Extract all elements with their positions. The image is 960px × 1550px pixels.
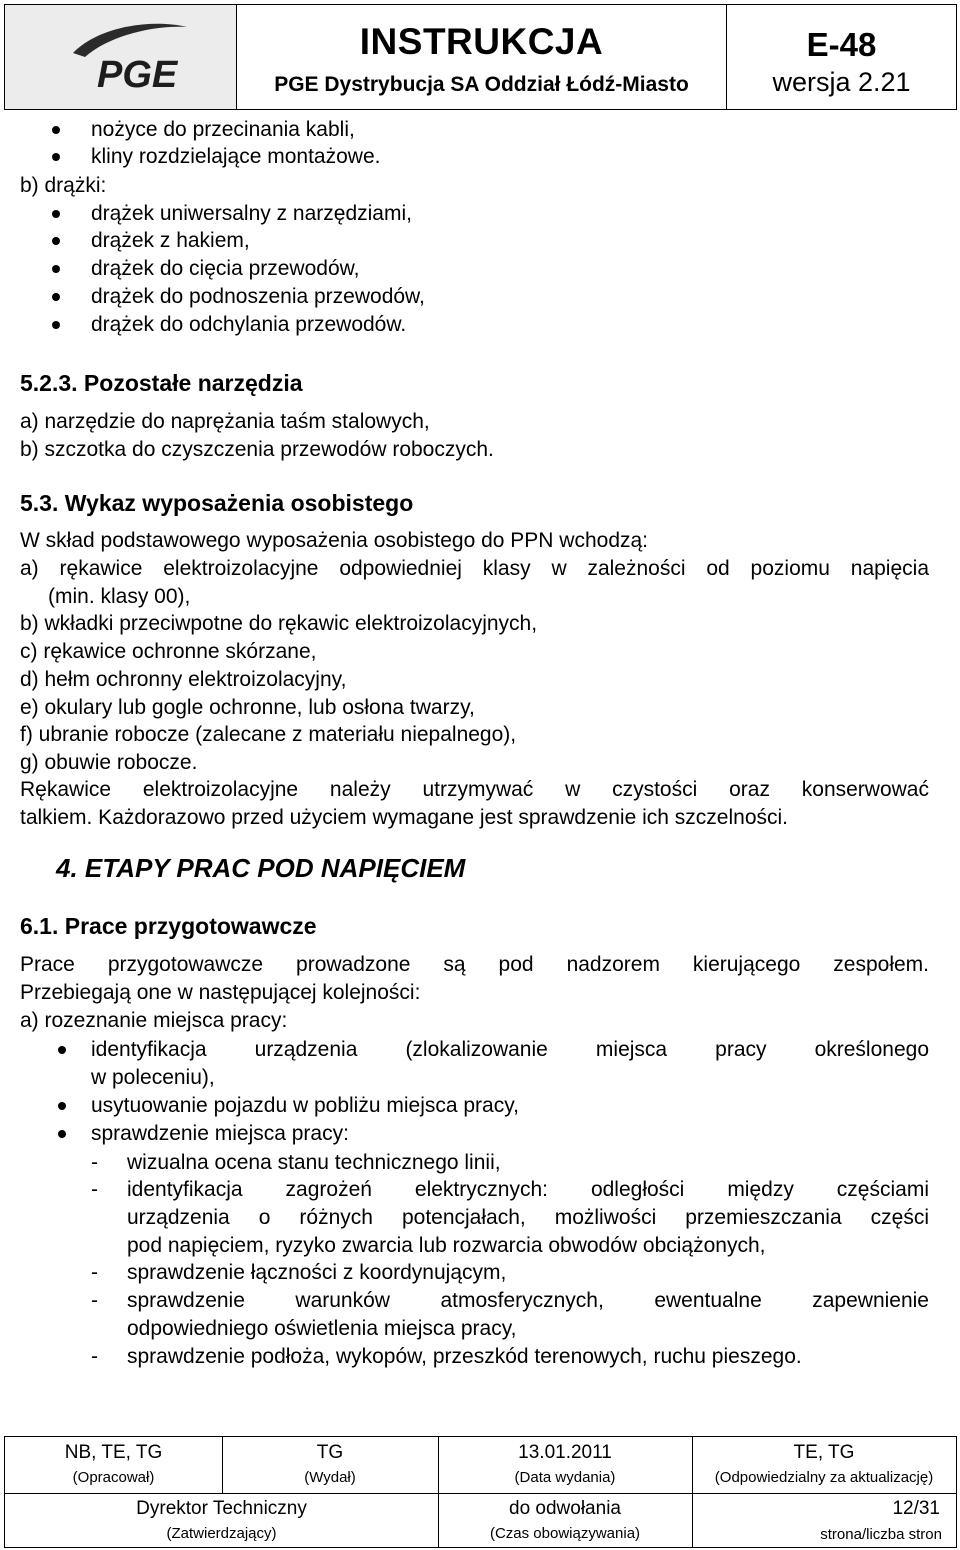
footer-page: [692, 1493, 956, 1549]
list-item: d) hełm ochronny elektroizolacyjny,: [20, 668, 347, 691]
bullet-icon: [58, 1130, 66, 1138]
logo-cell: [5, 5, 237, 109]
list-item: g) obuwie robocze.: [20, 751, 198, 774]
title-cell: [237, 5, 727, 109]
prepared-value: NB, TE, TG: [64, 1442, 163, 1463]
list-item: sprawdzenie łączności z koordynującym,: [127, 1261, 507, 1284]
issued-value: TG: [316, 1442, 344, 1463]
list-item: kliny rozdzielające montażowe.: [91, 145, 381, 168]
footer-issued: [222, 1437, 438, 1493]
approved-value: Dyrektor Techniczny: [136, 1498, 307, 1519]
list-item: e) okulary lub gogle ochronne, lub osłona twarzy,: [20, 696, 475, 719]
date-label: (Data wydania): [514, 1469, 616, 1486]
bullet-icon: [58, 1102, 66, 1110]
dash-marker: -: [91, 1289, 98, 1312]
page-label: strona/liczba stron: [820, 1526, 942, 1543]
responsible-value: TE, TG: [793, 1442, 855, 1463]
bullet-icon: [52, 265, 60, 273]
list-item: a) rozeznanie miejsca pracy:: [20, 1009, 288, 1032]
list-item-continuation: odpowiedniego oświetlenia miejsca pracy,: [127, 1317, 517, 1340]
dash-marker: -: [91, 1151, 98, 1174]
chapter-heading: 4. ETAPY PRAC POD NAPIĘCIEM: [56, 853, 466, 883]
paragraph: talkiem. Każdorazowo przed użyciem wymagane jest sprawdzenie ich szczelności.: [20, 806, 788, 829]
list-item-continuation: w poleceniu),: [91, 1066, 215, 1089]
footer-date: [438, 1437, 692, 1493]
list-item: f) ubranie robocze (zalecane z materiału niepalnego),: [20, 723, 517, 746]
bullet-icon: [52, 237, 60, 245]
list-item-continuation: (min. klasy 00),: [48, 585, 191, 608]
list-item: drążek z hakiem,: [91, 229, 250, 252]
dash-marker: -: [91, 1178, 98, 1201]
document-subtitle: PGE Dystrybucja SA Oddział Łódź-Miasto: [274, 73, 689, 96]
paragraph: Rękawice elektroizolacyjne należy utrzymywać w czystości oraz konserwować: [20, 778, 929, 801]
list-item: identyfikacja zagrożeń elektrycznych: odległości między częściami: [127, 1178, 929, 1201]
pge-logo: [5, 5, 235, 108]
list-item: sprawdzenie podłoża, wykopów, przeszkód terenowych, ruchu pieszego.: [127, 1345, 802, 1368]
list-item: nożyce do przecinania kabli,: [91, 118, 355, 141]
paragraph: Prace przygotowawcze prowadzone są pod nadzorem kierującego zespołem.: [20, 953, 929, 976]
document-title: INSTRUKCJA: [359, 21, 604, 62]
list-item: identyfikacja urządzenia (zlokalizowanie miejsca pracy określonego: [91, 1038, 929, 1061]
list-item: drążek do podnoszenia przewodów,: [91, 285, 425, 308]
logo-text: PGE: [97, 54, 178, 96]
validity-label: (Czas obowiązywania): [489, 1525, 641, 1542]
list-item: a) rękawice elektroizolacyjne odpowiedniej klasy w zależności od poziomu napięcia: [20, 557, 929, 580]
footer-prepared: [5, 1437, 222, 1493]
list-item: a) narzędzie do naprężania taśm stalowych,: [20, 410, 430, 433]
paragraph: Przebiegają one w następującej kolejności:: [20, 981, 421, 1004]
footer-validity: [438, 1493, 692, 1549]
dash-marker: -: [91, 1261, 98, 1284]
page-number: 12/31: [892, 1498, 940, 1519]
validity-value: do odwołania: [509, 1498, 621, 1519]
issued-label: (Wydał): [304, 1469, 356, 1486]
list-item: usytuowanie pojazdu w pobliżu miejsca pracy,: [91, 1094, 519, 1117]
sub-heading: b) drążki:: [20, 174, 107, 197]
approved-label: (Zatwierdzający): [166, 1525, 277, 1542]
bullet-icon: [52, 321, 60, 329]
list-item: b) wkładki przeciwpotne do rękawic elektroizolacyjnych,: [20, 612, 538, 635]
list-item: drążek do cięcia przewodów,: [91, 257, 360, 280]
prepared-label: (Opracował): [72, 1469, 155, 1486]
list-item-continuation: urządzenia o różnych potencjałach, możliwości przemieszczania części: [127, 1206, 929, 1229]
bullet-icon: [52, 210, 60, 218]
document-header: [4, 4, 957, 110]
list-item: wizualna ocena stanu technicznego linii,: [127, 1151, 501, 1174]
section-heading: 6.1. Prace przygotowawcze: [20, 913, 317, 939]
list-item: c) rękawice ochronne skórzane,: [20, 640, 317, 663]
bullet-icon: [52, 126, 60, 134]
list-item: drążek uniwersalny z narzędziami,: [91, 202, 412, 225]
responsible-label: (Odpowiedzialny za aktualizację): [714, 1469, 934, 1486]
list-item-continuation: pod napięciem, ryzyko zwarcia lub rozwarcia obwodów obciążonych,: [127, 1234, 766, 1257]
bullet-icon: [52, 293, 60, 301]
section-heading: 5.3. Wykaz wyposażenia osobistego: [20, 490, 414, 516]
dash-marker: -: [91, 1345, 98, 1368]
document-footer: [4, 1436, 957, 1548]
date-value: 13.01.2011: [518, 1442, 612, 1463]
footer-approved: [5, 1493, 438, 1549]
section-heading: 5.2.3. Pozostałe narzędzia: [20, 370, 303, 396]
bullet-icon: [58, 1046, 66, 1054]
footer-responsible: [692, 1437, 956, 1493]
doc-version: wersja 2.21: [772, 67, 911, 97]
list-item: sprawdzenie warunków atmosferycznych, ewentualne zapewnienie: [127, 1289, 929, 1312]
list-item: sprawdzenie miejsca pracy:: [91, 1122, 349, 1145]
list-item: drążek do odchylania przewodów.: [91, 313, 407, 336]
paragraph: W skład podstawowego wyposażenia osobistego do PPN wchodzą:: [20, 529, 649, 552]
doc-code: E-48: [806, 26, 877, 63]
bullet-icon: [52, 153, 60, 161]
list-item: b) szczotka do czyszczenia przewodów roboczych.: [20, 438, 494, 461]
doc-code-cell: [727, 5, 956, 109]
